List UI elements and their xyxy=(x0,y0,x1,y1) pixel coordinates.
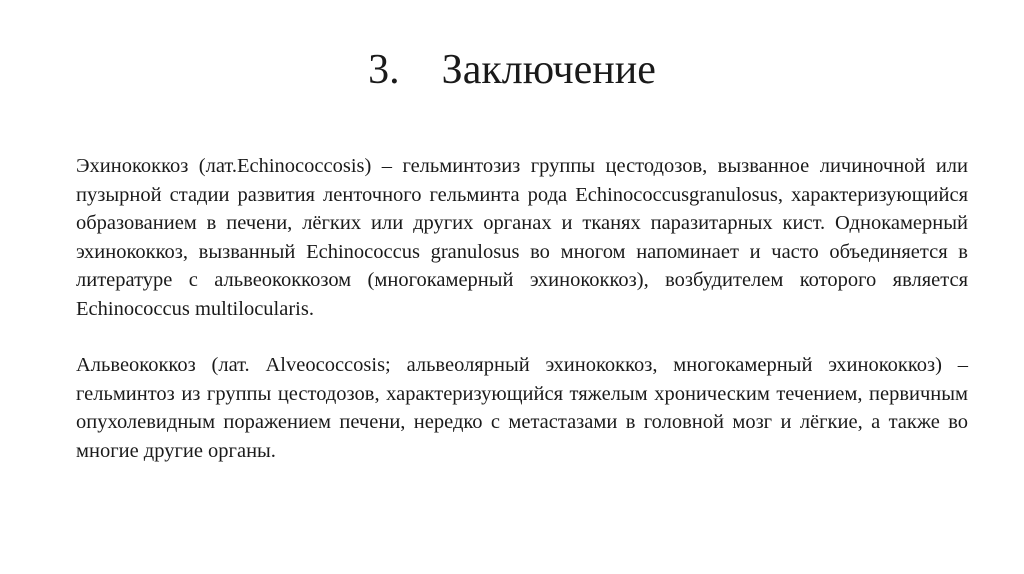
slide-title: 3. Заключение xyxy=(368,47,656,93)
paragraph-alveococcosis: Альвеококкоз (лат. Alveococcosis; альвеолярный эхинококкоз, многокамерный эхинококкоз) – гельминтоз из группы цестодозов, характеризующийся тяжелым хроническим течением, первичным опухолевидным поражением печени, нередко с метастазами в головной мозг и лёгкие, а также во многие другие органы. xyxy=(76,354,968,462)
paragraph-echinococcosis: Эхинококкоз (лат.Echinococcosis) – гельминтозиз группы цестодозов, вызванное личиночной или пузырной стадии развития ленточного гельминта рода Echinococcusgranulosus, характеризующийся образованием в печени, лёгких или других органах и тканях паразитарных кист. Однокамерный эхинококкоз, вызванный Echinococcus granulosus во многом напоминает и часто объединяется в литературе с альвеококкозом (многокамерный эхинококкоз), возбудителем которого является Echinococcus multilocularis. xyxy=(76,155,968,320)
slide-body xyxy=(76,152,968,465)
